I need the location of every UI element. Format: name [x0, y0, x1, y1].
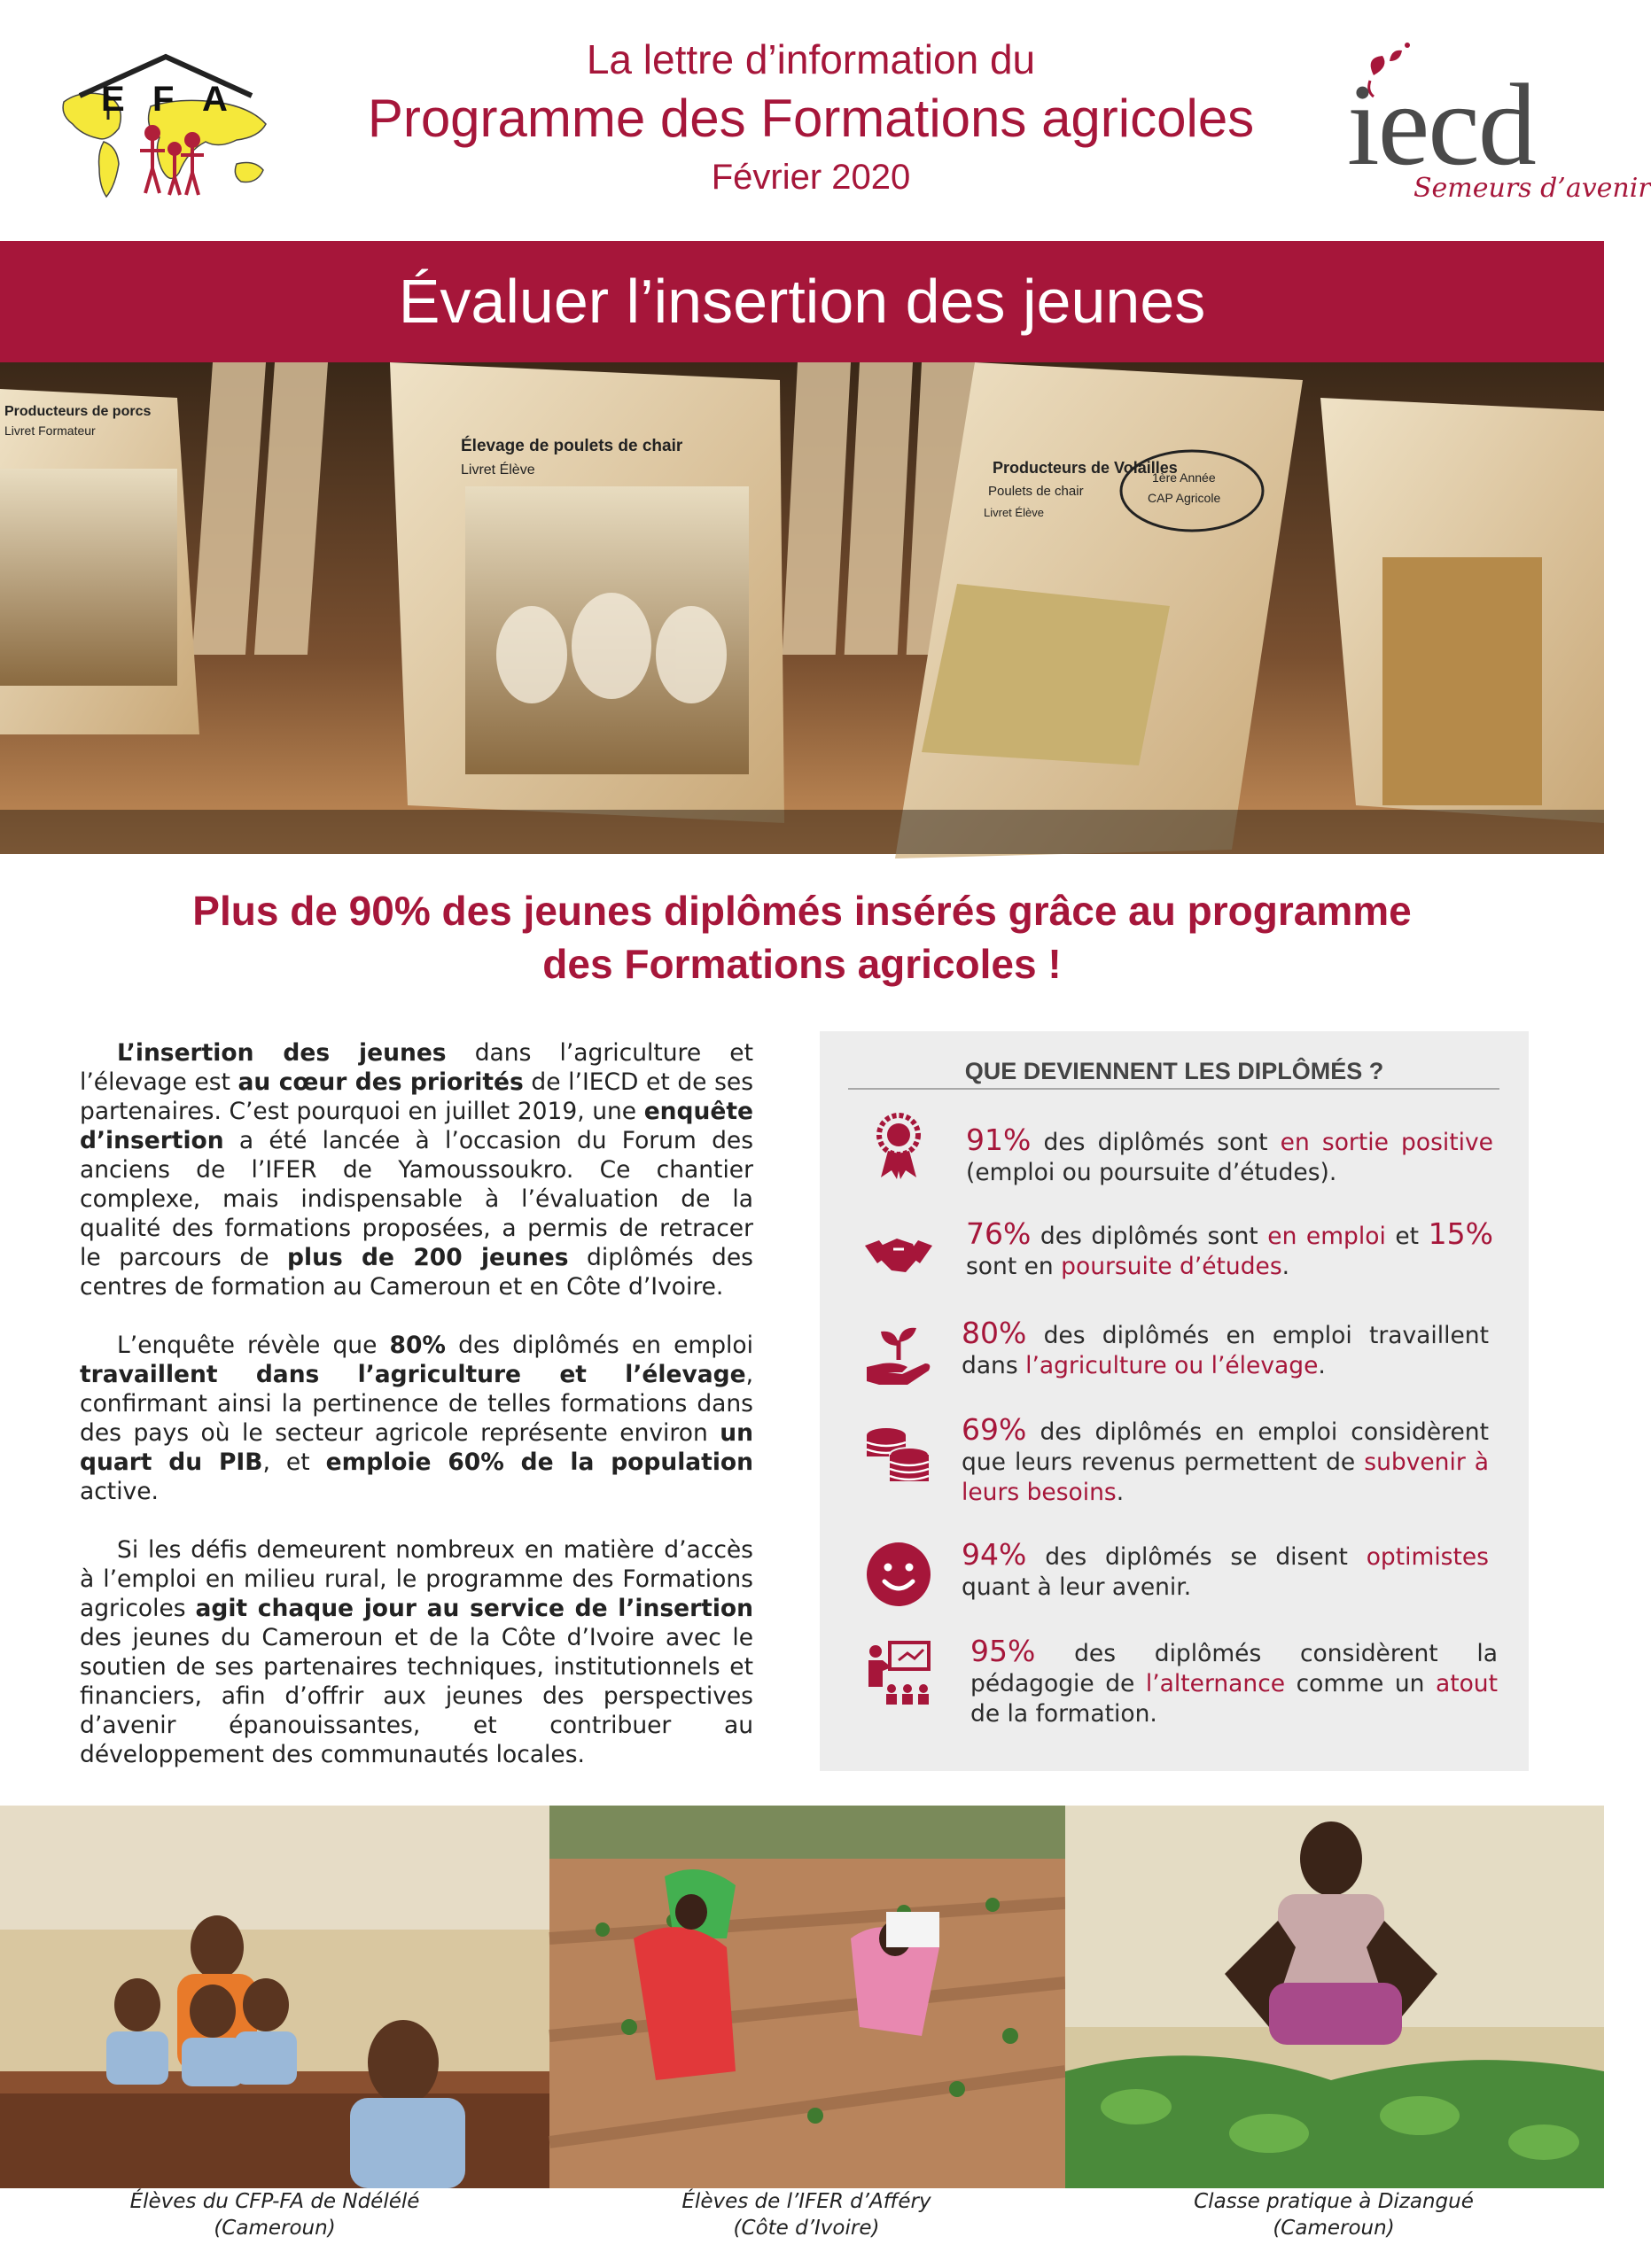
hero-booklet-1-subtitle: Livret Formateur: [4, 423, 96, 438]
iecd-tagline: Semeurs d’avenir: [1413, 173, 1651, 204]
text-run: des diplômés en emploi travaillent dans: [962, 1322, 1489, 1379]
stat-employment: [966, 1216, 1493, 1282]
bold-text: enquête d’insertion: [80, 1098, 753, 1154]
hero-booklet-2-subtitle: Livret Élève: [461, 462, 535, 478]
stat-percentage: 91%: [966, 1122, 1032, 1157]
photo-students-affery: [549, 1806, 1065, 2188]
stat-percentage: 76%: [966, 1216, 1032, 1251]
hand-sprout-icon: [861, 1319, 936, 1394]
graduates-stats-panel: [820, 1031, 1529, 1771]
svg-text:A: A: [202, 80, 228, 119]
text-run: diplômés des centres de formation au Cameroun et en Côte d’Ivoire.: [80, 1244, 753, 1301]
bold-text: plus de 200 jeunes: [287, 1244, 569, 1271]
highlight-text: atout: [1435, 1670, 1498, 1697]
text-run: comme un: [1285, 1670, 1436, 1697]
caption-ndelele: [9, 2188, 541, 2241]
classroom-teacher-icon: [861, 1635, 936, 1710]
highlight-text: l’agriculture ou l’élevage: [1025, 1352, 1319, 1379]
stat-percentage: 94%: [962, 1537, 1027, 1572]
caption-affery: [541, 2188, 1072, 2241]
photo-students-ndelele: [0, 1806, 549, 2188]
text-run: .: [1116, 1479, 1125, 1506]
photo-class-dizangue: [1065, 1806, 1604, 2188]
text-run: active.: [80, 1478, 159, 1505]
main-headline: [35, 884, 1569, 990]
text-run: des diplômés en emploi considèrent que leurs revenus permettent de: [962, 1418, 1489, 1476]
stat-optimism: [962, 1537, 1489, 1603]
smiley-icon: [861, 1537, 936, 1612]
bold-text: agit chaque jour au service de l’insertion: [195, 1595, 753, 1622]
hero-booklet-3-title: Producteurs de Volailles: [993, 459, 1178, 477]
text-run: des diplômés se disent: [1026, 1543, 1367, 1571]
headline-line-1: Plus de 90% des jeunes diplômés insérés grâce au programme: [192, 888, 1412, 934]
article-paragraph-3: [80, 1535, 753, 1769]
highlight-text: en emploi: [1267, 1223, 1386, 1250]
highlight-text: poursuite d’études: [1061, 1253, 1282, 1280]
text-run: quant à leur avenir.: [962, 1573, 1192, 1601]
caption-affery-line1: Élèves de l’IFER d’Afféry: [681, 2190, 931, 2213]
hero-booklet-1-title: Producteurs de porcs: [4, 404, 152, 419]
text-run: L’enquête révèle que: [117, 1332, 390, 1359]
svg-text:E: E: [101, 80, 125, 119]
stat-positive-exit: [966, 1122, 1493, 1188]
text-run: des diplômés en emploi: [445, 1332, 753, 1359]
bold-text: travaillent dans l’agriculture et l’élevage: [80, 1361, 746, 1388]
section-banner: Évaluer l’insertion des jeunes: [0, 241, 1604, 362]
caption-dizangue-line2: (Cameroun): [1273, 2217, 1395, 2240]
iecd-logo-word: iecd: [1347, 59, 1535, 190]
caption-dizangue-line1: Classe pratique à Dizangué: [1194, 2190, 1474, 2213]
stat-percentage: 15%: [1428, 1216, 1493, 1251]
bold-text: un quart du PIB: [80, 1419, 753, 1476]
stat-percentage: 95%: [970, 1634, 1036, 1668]
highlight-text: subvenir à leurs besoins: [962, 1449, 1489, 1506]
text-run: , confirmant ainsi la pertinence de telles formations dans des pays où le secteur agricole représente environ: [80, 1361, 753, 1447]
stats-panel-title: QUE DEVIENNENT LES DIPLÔMÉS ?: [964, 1058, 1384, 1084]
hero-photo-training-booklets: [0, 362, 1604, 854]
text-run: sont en: [966, 1253, 1062, 1280]
stat-percentage: 69%: [962, 1412, 1027, 1447]
award-ribbon-icon: [861, 1108, 936, 1183]
svg-text:F: F: [152, 80, 175, 119]
hero-badge-year: 1ère Année: [1152, 470, 1216, 485]
bold-text: L’insertion des jeunes: [117, 1039, 447, 1067]
iecd-logo: [1329, 40, 1651, 208]
text-run: a été lancée à l’occasion du Forum des anciens de l’IFER de Yamoussoukro. Ce chantier complexe, mais indispensable à l’évaluation de la qualité des formations proposées, a permis de retracer le parcours de: [80, 1127, 753, 1271]
bold-text: 80%: [389, 1332, 446, 1359]
text-run: .: [1281, 1253, 1290, 1280]
header-title-block: [292, 34, 1329, 202]
header-line-newsletter: La lettre d’information du: [586, 36, 1036, 82]
headline-line-2: des Formations agricoles !: [542, 941, 1062, 987]
text-run: .: [1318, 1352, 1326, 1379]
text-run: des diplômés considèrent la pédagogie de: [970, 1640, 1498, 1697]
article-paragraph-2: [80, 1331, 753, 1506]
text-run: , et: [262, 1449, 326, 1476]
text-run: des diplômés sont: [1031, 1223, 1268, 1250]
stats-divider: [848, 1088, 1499, 1090]
coins-icon: [861, 1416, 936, 1490]
highlight-text: en sortie positive: [1280, 1129, 1493, 1156]
header-line-program: Programme des Formations agricoles: [367, 89, 1255, 148]
hero-booklet-3-subtitle: Poulets de chair: [988, 484, 1084, 499]
text-run: (emploi ou poursuite d’études).: [966, 1159, 1337, 1186]
highlight-text: l’alternance: [1145, 1670, 1286, 1697]
text-run: de l’IECD et de ses partenaires. C’est pourquoi en juillet 2019, une: [80, 1068, 754, 1125]
caption-ndelele-line1: Élèves du CFP-FA de Ndélélé: [129, 2190, 420, 2213]
caption-dizangue: [1068, 2188, 1600, 2241]
article-body: [80, 1038, 753, 1798]
bold-text: au cœur des priorités: [238, 1068, 524, 1096]
efa-logo: [55, 53, 276, 204]
handshake-icon: [861, 1219, 936, 1293]
stat-alternance: [970, 1636, 1498, 1729]
stat-agriculture: [962, 1318, 1489, 1381]
text-run: des diplômés sont: [1031, 1129, 1281, 1156]
text-run: dans l’agriculture et l’élevage est: [80, 1039, 753, 1096]
text-run: des jeunes du Cameroun et de la Côte d’Ivoire avec le soutien de ses partenaires techniques, institutionnels et financiers, afin d’offrir aux jeunes des perspectives d’avenir épanouissantes, et contribuer au développement des communautés locales.: [80, 1624, 753, 1768]
header-line-date: Février 2020: [711, 158, 911, 197]
text-run: de la formation.: [970, 1700, 1157, 1728]
bold-text: emploie 60% de la population: [325, 1449, 753, 1476]
caption-affery-line2: (Côte d’Ivoire): [733, 2217, 880, 2240]
caption-ndelele-line2: (Cameroun): [214, 2217, 336, 2240]
article-paragraph-1: [80, 1038, 753, 1301]
text-run: Si les défis demeurent nombreux en matière d’accès à l’emploi en milieu rural, le programme des Formations agricoles: [80, 1536, 753, 1622]
stat-percentage: 80%: [962, 1316, 1027, 1350]
hero-booklet-2-title: Élevage de poulets de chair: [461, 437, 683, 455]
text-run: et: [1385, 1223, 1429, 1250]
highlight-text: optimistes: [1366, 1543, 1489, 1571]
hero-badge-cap: CAP Agricole: [1148, 491, 1221, 505]
hero-booklet-3-subtitle2: Livret Élève: [984, 506, 1044, 519]
stat-income: [962, 1412, 1489, 1508]
